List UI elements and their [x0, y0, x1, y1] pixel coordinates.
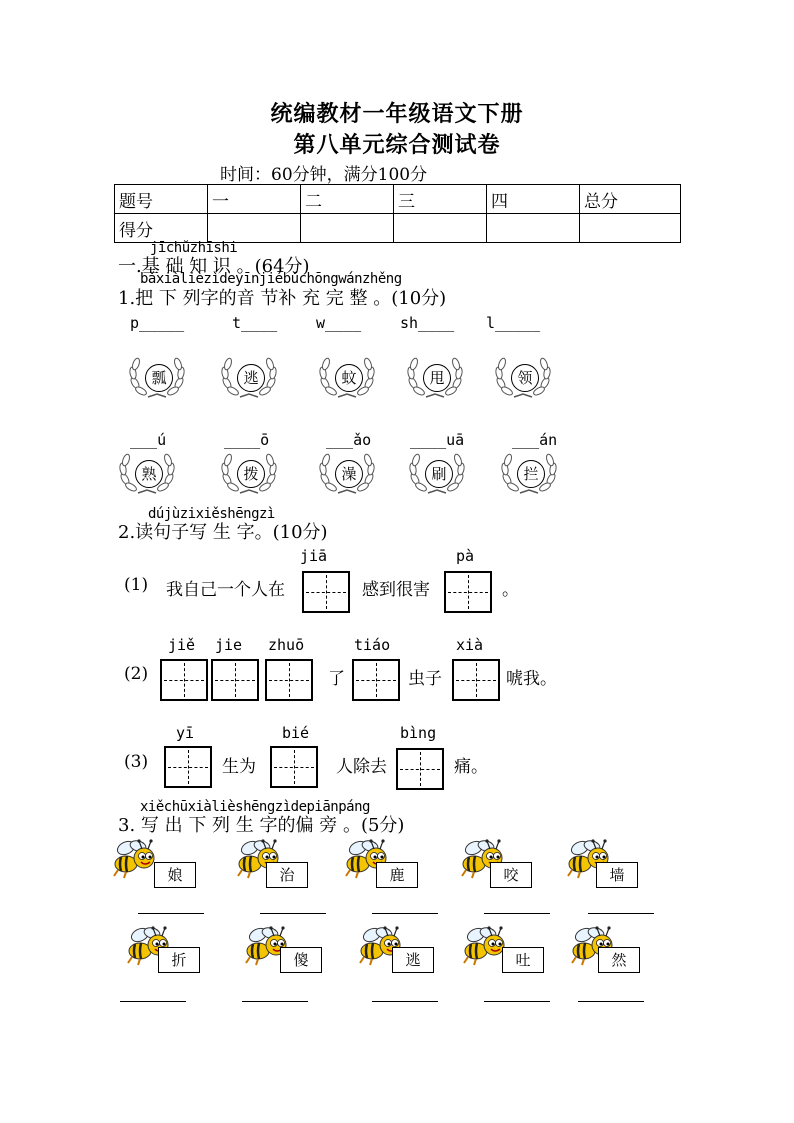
- sentence-2-text-a: 了: [328, 669, 345, 689]
- wreath-badge: [498, 449, 560, 497]
- character: 澡: [335, 460, 363, 488]
- character-box: 逃: [392, 947, 434, 973]
- tianzige-box[interactable]: [265, 659, 313, 701]
- sentence-1-text-a: 我自己一个人在: [166, 580, 285, 600]
- sentence-1-num: (1): [124, 575, 149, 595]
- title-line-2: 第八单元综合测试卷: [293, 132, 501, 158]
- table-header-cell: 二: [301, 185, 394, 214]
- wreath-badge: [126, 353, 188, 401]
- wreath-badge: [116, 449, 178, 497]
- sentence-3-text-c: 痛。: [454, 757, 488, 777]
- q2-title: 2.读句子写 生 字。(10分): [118, 522, 328, 543]
- answer-line[interactable]: [260, 913, 326, 914]
- answer-line[interactable]: [578, 1001, 644, 1002]
- tianzige-box[interactable]: [270, 746, 318, 788]
- wreath-badge: [316, 449, 378, 497]
- character-box: 鹿: [376, 862, 418, 888]
- wreath-badge: [316, 353, 378, 401]
- character: 逃: [237, 364, 265, 392]
- time-info: 时间：60分钟，满分100分: [220, 165, 428, 185]
- wreath-badge: [218, 449, 280, 497]
- section1-pinyin: jīchǔzhīshi: [150, 240, 238, 256]
- pinyin-blank[interactable]: w____: [316, 314, 362, 332]
- character: 蚊: [335, 364, 363, 392]
- character-box: 墙: [596, 862, 638, 888]
- sentence-3-text-b: 人除去: [336, 757, 387, 777]
- character: 瓢: [145, 364, 173, 392]
- pinyin-hint: jiā: [300, 547, 328, 565]
- score-cell[interactable]: [208, 214, 301, 243]
- answer-line[interactable]: [588, 913, 654, 914]
- pinyin-blank[interactable]: ___ǎo: [326, 431, 372, 449]
- answer-line[interactable]: [484, 913, 550, 914]
- answer-line[interactable]: [372, 913, 438, 914]
- title-line-1: 统编教材一年级语文下册: [270, 101, 524, 127]
- pinyin-hint: pà: [456, 547, 475, 565]
- pinyin-hint: bìng: [400, 724, 437, 742]
- table-row-label: 得分: [115, 214, 208, 243]
- answer-line[interactable]: [138, 913, 204, 914]
- score-cell[interactable]: [301, 214, 394, 243]
- score-cell[interactable]: [580, 214, 681, 243]
- character: 熟: [135, 460, 163, 488]
- wreath-badge: [406, 449, 468, 497]
- pinyin-hint: yī: [176, 724, 195, 742]
- pinyin-blank[interactable]: ____ō: [224, 431, 270, 449]
- sentence-1-text-b: 感到很害: [362, 580, 430, 600]
- score-table-header-row: [115, 185, 681, 214]
- score-table: [114, 184, 681, 243]
- pinyin-hint: tiáo: [354, 636, 391, 654]
- sentence-2-text-b: 虫子: [408, 669, 442, 689]
- character: 拨: [237, 460, 265, 488]
- pinyin-hint: zhuō: [268, 636, 305, 654]
- character-box: 然: [598, 947, 640, 973]
- tianzige-box[interactable]: [444, 571, 492, 613]
- character-box: 咬: [490, 862, 532, 888]
- sentence-1-text-c: 。: [502, 580, 519, 600]
- table-header-cell: 一: [208, 185, 301, 214]
- q1-title: 1.把 下 列字的音 节补 充 完 整 。(10分): [118, 288, 447, 309]
- pinyin-blank[interactable]: ____uā: [410, 431, 465, 449]
- tianzige-box[interactable]: [352, 659, 400, 701]
- answer-line[interactable]: [120, 1001, 186, 1002]
- character: 拦: [517, 460, 545, 488]
- sentence-3-text-a: 生为: [222, 757, 256, 777]
- pinyin-blank[interactable]: ___ú: [130, 431, 167, 449]
- answer-line[interactable]: [372, 1001, 438, 1002]
- pinyin-hint: jiě: [168, 636, 196, 654]
- sentence-2-text-c: 唬我。: [506, 669, 557, 689]
- q3-pinyin: xiěchūxiàlièshēngzìdepiānpáng: [140, 799, 370, 815]
- score-cell[interactable]: [394, 214, 487, 243]
- tianzige-box[interactable]: [396, 748, 444, 790]
- pinyin-blank[interactable]: l_____: [486, 314, 541, 332]
- sentence-3-num: (3): [124, 752, 149, 772]
- answer-line[interactable]: [484, 1001, 550, 1002]
- bee-icon: [112, 838, 158, 878]
- character: 刷: [425, 460, 453, 488]
- wreath-badge: [492, 353, 554, 401]
- character: 领: [511, 364, 539, 392]
- character: 甩: [423, 364, 451, 392]
- table-header-cell: 四: [487, 185, 580, 214]
- table-header-cell: 题号: [115, 185, 208, 214]
- tianzige-box[interactable]: [302, 571, 350, 613]
- character-box: 娘: [154, 862, 196, 888]
- wreath-badge: [218, 353, 280, 401]
- character-box: 治: [266, 862, 308, 888]
- q2-pinyin: dújùzixiěshēngzì: [148, 506, 275, 522]
- pinyin-blank[interactable]: ___án: [512, 431, 558, 449]
- q1-pinyin: bǎxiàlièzìdeyīnjiébǔchōngwánzhěng: [140, 271, 402, 287]
- score-cell[interactable]: [487, 214, 580, 243]
- pinyin-blank[interactable]: t____: [232, 314, 278, 332]
- tianzige-box[interactable]: [211, 659, 259, 701]
- table-header-cell: 总分: [580, 185, 681, 214]
- q3-title: 3. 写 出 下 列 生 字的偏 旁 。(5分): [118, 815, 405, 836]
- pinyin-blank[interactable]: p_____: [130, 314, 185, 332]
- wreath-badge: [404, 353, 466, 401]
- sentence-2-num: (2): [124, 664, 149, 684]
- table-header-cell: 三: [394, 185, 487, 214]
- pinyin-blank[interactable]: sh____: [400, 314, 455, 332]
- character-box: 折: [158, 947, 200, 973]
- tianzige-box[interactable]: [452, 659, 500, 701]
- character-box: 吐: [502, 947, 544, 973]
- character-box: 傻: [280, 947, 322, 973]
- answer-line[interactable]: [242, 1001, 308, 1002]
- pinyin-hint: bié: [282, 724, 310, 742]
- section1-title: 一.基 础 知 识 。(64分): [118, 256, 310, 277]
- pinyin-hint: jie: [215, 636, 243, 654]
- score-table-score-row: [115, 214, 681, 243]
- pinyin-hint: xià: [456, 636, 484, 654]
- tianzige-box[interactable]: [164, 746, 212, 788]
- tianzige-box[interactable]: [160, 659, 208, 701]
